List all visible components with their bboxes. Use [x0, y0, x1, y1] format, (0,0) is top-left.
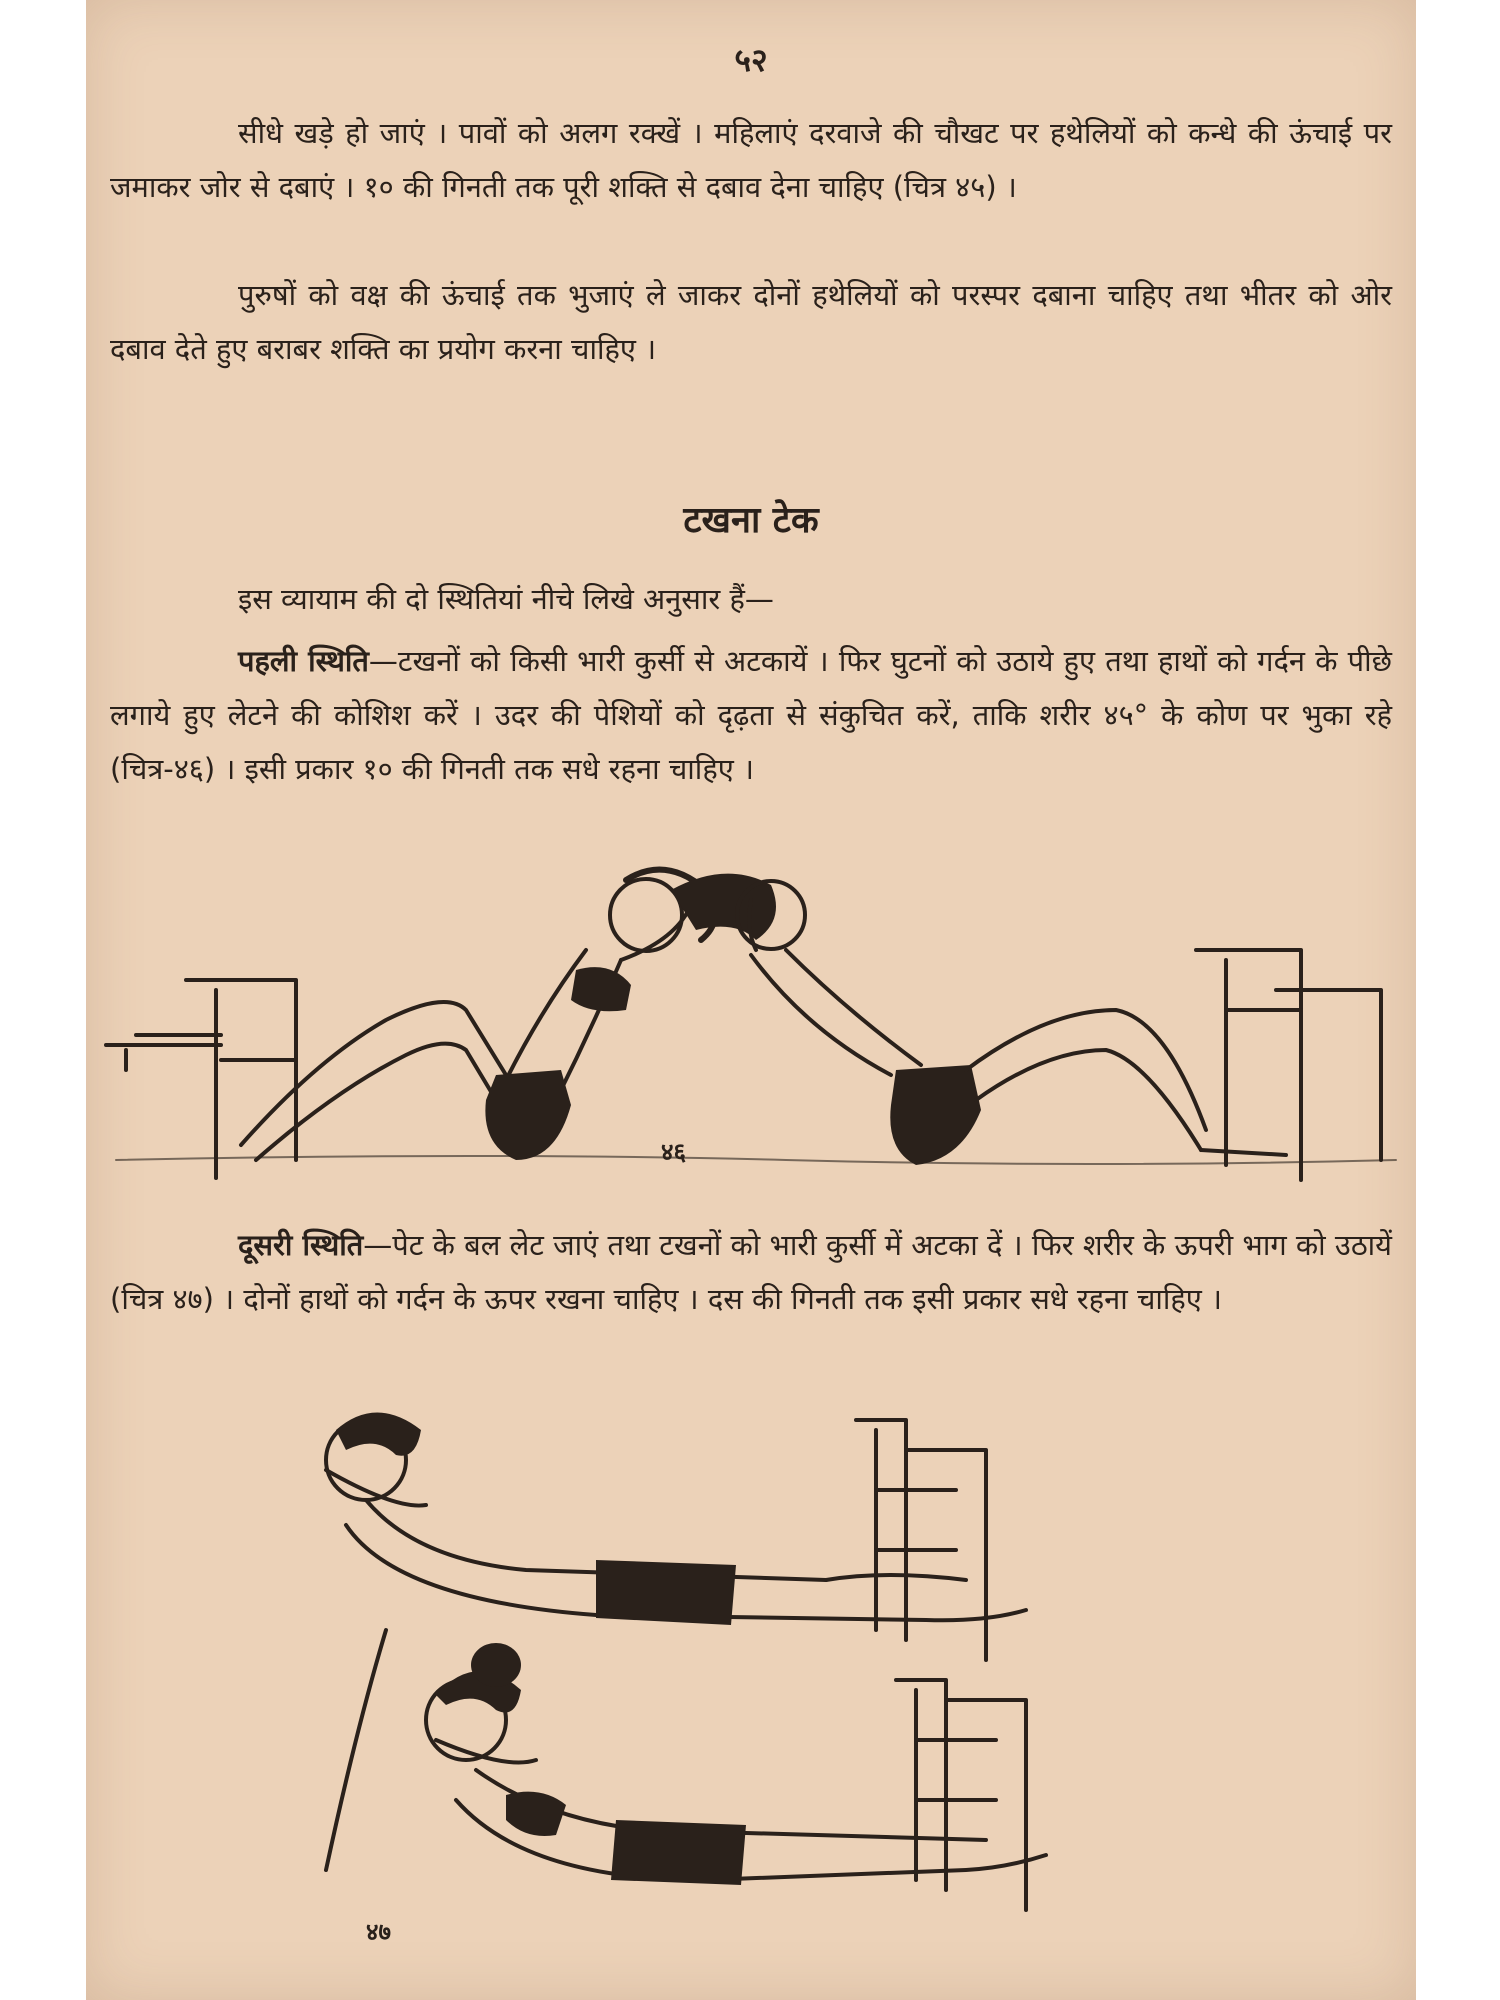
paragraph-1: सीधे खड़े हो जाएं । पावों को अलग रक्खें । महिलाएं दरवाजे की चौखट पर हथेलियों को कन्धे की ऊंचाई पर जमाकर जोर से दबाएं । १० की गिनती तक पूरी शक्ति से दबाव देना चाहिए (चित्र ४५) ।: [110, 116, 1392, 204]
figure-47-drawing: [266, 1400, 1266, 1960]
first-position-text: —टखनों को किसी भारी कुर्सी से अटकायें । फिर घुटनों को उठाये हुए तथा हाथों को गर्दन के पीछे लगाये हुए लेटने की कोशिश करें । उदर की पेशियों को दृढ़ता से संकुचित करें, ताकि शरीर ४५° के कोण पर भुका रहे (चित्र-४६) । इसी प्रकार १० की गिनती तक सधे रहना चाहिए ।: [110, 644, 1392, 786]
intro-line: इस व्यायाम की दो स्थितियां नीचे लिखे अनुसार हैं—: [238, 582, 774, 616]
second-position-text: —पेट के बल लेट जाएं तथा टखनों को भारी कुर्सी में अटका दें । फिर शरीर के ऊपरी भाग को उठायें (चित्र ४७) । दोनों हाथों को गर्दन के ऊपर रखना चाहिए । दस की गिनती तक इसी प्रकार सधे रहना चाहिए ।: [110, 1228, 1392, 1316]
book-page: [86, 0, 1416, 2000]
figure-46-illustration: [86, 860, 1416, 1200]
first-position-label: पहली स्थिति: [238, 644, 369, 678]
second-position-paragraph: [110, 1218, 1392, 1326]
figure-47-label: ४७: [366, 1918, 391, 1946]
section-heading: टखना टेक: [683, 500, 819, 541]
page-number: ५२: [734, 41, 768, 79]
figure-46-label: ४६: [661, 1138, 686, 1166]
figure-47-illustration: [266, 1400, 1266, 1960]
first-position-paragraph: [110, 634, 1392, 796]
second-position-label: दूसरी स्थिति: [238, 1228, 364, 1262]
figure-46-drawing: [86, 860, 1416, 1200]
paragraph-2: पुरुषों को वक्ष की ऊंचाई तक भुजाएं ले जाकर दोनों हथेलियों को परस्पर दबाना चाहिए तथा भीतर को ओर दबाव देते हुए बराबर शक्ति का प्रयोग करना चाहिए ।: [110, 278, 1392, 366]
